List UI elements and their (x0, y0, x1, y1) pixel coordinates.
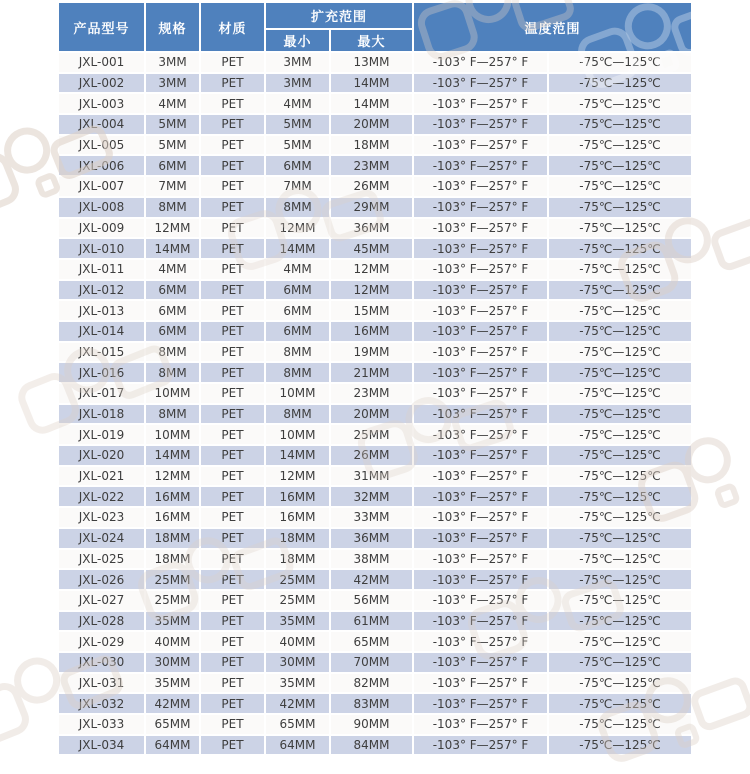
cell-material: PET (200, 114, 265, 135)
cell-max: 84MM (330, 735, 413, 756)
product-spec-table (58, 2, 692, 755)
cell-material: PET (200, 424, 265, 445)
cell-max: 42MM (330, 569, 413, 590)
cell-temp-celsius: -75℃—125℃ (548, 673, 692, 694)
cell-max: 32MM (330, 486, 413, 507)
table-row (58, 238, 692, 259)
cell-product-model: JXL-025 (58, 549, 145, 570)
cell-max: 31MM (330, 466, 413, 487)
cell-temp-fahrenheit: -103° F—257° F (413, 93, 548, 114)
table-body (58, 52, 692, 755)
cell-spec: 4MM (145, 93, 200, 114)
cell-min: 10MM (265, 424, 330, 445)
cell-temp-fahrenheit: -103° F—257° F (413, 424, 548, 445)
cell-material: PET (200, 507, 265, 528)
cell-min: 7MM (265, 176, 330, 197)
cell-min: 18MM (265, 528, 330, 549)
cell-max: 90MM (330, 714, 413, 735)
table-row (58, 507, 692, 528)
table-row (58, 424, 692, 445)
cell-material: PET (200, 549, 265, 570)
cell-temp-celsius: -75℃—125℃ (548, 631, 692, 652)
cell-max: 56MM (330, 590, 413, 611)
cell-product-model: JXL-017 (58, 383, 145, 404)
table-row (58, 93, 692, 114)
table-row (58, 155, 692, 176)
cell-material: PET (200, 486, 265, 507)
cell-max: 23MM (330, 383, 413, 404)
table-row (58, 673, 692, 694)
cell-temp-celsius: -75℃—125℃ (548, 590, 692, 611)
cell-spec: 35MM (145, 673, 200, 694)
cell-temp-celsius: -75℃—125℃ (548, 652, 692, 673)
table-row (58, 342, 692, 363)
cell-product-model: JXL-023 (58, 507, 145, 528)
cell-material: PET (200, 135, 265, 156)
cell-temp-celsius: -75℃—125℃ (548, 155, 692, 176)
cell-spec: 8MM (145, 197, 200, 218)
cell-spec: 30MM (145, 652, 200, 673)
cell-product-model: JXL-030 (58, 652, 145, 673)
cell-spec: 18MM (145, 549, 200, 570)
cell-max: 15MM (330, 300, 413, 321)
cell-spec: 4MM (145, 259, 200, 280)
cell-spec: 16MM (145, 486, 200, 507)
cell-product-model: JXL-019 (58, 424, 145, 445)
cell-spec: 14MM (145, 445, 200, 466)
cell-max: 29MM (330, 197, 413, 218)
cell-spec: 42MM (145, 693, 200, 714)
cell-min: 16MM (265, 507, 330, 528)
cell-spec: 6MM (145, 280, 200, 301)
cell-temp-fahrenheit: -103° F—257° F (413, 218, 548, 239)
cell-temp-fahrenheit: -103° F—257° F (413, 549, 548, 570)
cell-product-model: JXL-013 (58, 300, 145, 321)
cell-max: 83MM (330, 693, 413, 714)
cell-material: PET (200, 611, 265, 632)
cell-product-model: JXL-015 (58, 342, 145, 363)
table-header (58, 2, 692, 52)
cell-temp-celsius: -75℃—125℃ (548, 114, 692, 135)
table-row (58, 197, 692, 218)
cell-temp-celsius: -75℃—125℃ (548, 197, 692, 218)
cell-material: PET (200, 673, 265, 694)
cell-product-model: JXL-001 (58, 52, 145, 73)
cell-product-model: JXL-016 (58, 362, 145, 383)
cell-max: 25MM (330, 424, 413, 445)
cell-temp-fahrenheit: -103° F—257° F (413, 155, 548, 176)
cell-material: PET (200, 73, 265, 94)
cell-temp-fahrenheit: -103° F—257° F (413, 445, 548, 466)
cell-temp-fahrenheit: -103° F—257° F (413, 507, 548, 528)
cell-spec: 40MM (145, 631, 200, 652)
cell-min: 12MM (265, 466, 330, 487)
cell-temp-celsius: -75℃—125℃ (548, 321, 692, 342)
cell-temp-celsius: -75℃—125℃ (548, 342, 692, 363)
cell-temp-fahrenheit: -103° F—257° F (413, 176, 548, 197)
cell-max: 20MM (330, 404, 413, 425)
cell-temp-fahrenheit: -103° F—257° F (413, 404, 548, 425)
cell-material: PET (200, 218, 265, 239)
cell-product-model: JXL-004 (58, 114, 145, 135)
cell-min: 5MM (265, 114, 330, 135)
cell-product-model: JXL-011 (58, 259, 145, 280)
cell-product-model: JXL-010 (58, 238, 145, 259)
cell-product-model: JXL-003 (58, 93, 145, 114)
cell-min: 6MM (265, 155, 330, 176)
cell-material: PET (200, 197, 265, 218)
cell-temp-fahrenheit: -103° F—257° F (413, 197, 548, 218)
cell-material: PET (200, 238, 265, 259)
cell-temp-fahrenheit: -103° F—257° F (413, 362, 548, 383)
table-row (58, 52, 692, 73)
table-row (58, 135, 692, 156)
cell-product-model: JXL-033 (58, 714, 145, 735)
table-row (58, 693, 692, 714)
cell-temp-fahrenheit: -103° F—257° F (413, 466, 548, 487)
cell-temp-celsius: -75℃—125℃ (548, 714, 692, 735)
cell-material: PET (200, 631, 265, 652)
cell-min: 35MM (265, 611, 330, 632)
table-row (58, 466, 692, 487)
cell-min: 14MM (265, 445, 330, 466)
table-row (58, 486, 692, 507)
cell-max: 36MM (330, 528, 413, 549)
cell-material: PET (200, 176, 265, 197)
table-row (58, 714, 692, 735)
cell-temp-celsius: -75℃—125℃ (548, 218, 692, 239)
cell-temp-fahrenheit: -103° F—257° F (413, 383, 548, 404)
cell-material: PET (200, 652, 265, 673)
cell-max: 36MM (330, 218, 413, 239)
cell-min: 40MM (265, 631, 330, 652)
table-row (58, 652, 692, 673)
cell-product-model: JXL-024 (58, 528, 145, 549)
cell-spec: 35MM (145, 611, 200, 632)
cell-material: PET (200, 93, 265, 114)
header-min: 最小 (265, 29, 330, 52)
cell-temp-celsius: -75℃—125℃ (548, 238, 692, 259)
cell-spec: 65MM (145, 714, 200, 735)
cell-spec: 14MM (145, 238, 200, 259)
cell-temp-fahrenheit: -103° F—257° F (413, 735, 548, 756)
cell-temp-fahrenheit: -103° F—257° F (413, 342, 548, 363)
cell-product-model: JXL-008 (58, 197, 145, 218)
cell-spec: 12MM (145, 466, 200, 487)
cell-material: PET (200, 259, 265, 280)
cell-max: 45MM (330, 238, 413, 259)
cell-material: PET (200, 342, 265, 363)
cell-temp-fahrenheit: -103° F—257° F (413, 238, 548, 259)
cell-temp-fahrenheit: -103° F—257° F (413, 321, 548, 342)
cell-max: 13MM (330, 52, 413, 73)
cell-max: 18MM (330, 135, 413, 156)
table-row (58, 549, 692, 570)
cell-material: PET (200, 569, 265, 590)
cell-product-model: JXL-029 (58, 631, 145, 652)
cell-temp-fahrenheit: -103° F—257° F (413, 693, 548, 714)
header-product-model: 产品型号 (58, 2, 145, 52)
cell-min: 12MM (265, 218, 330, 239)
cell-min: 30MM (265, 652, 330, 673)
cell-spec: 5MM (145, 114, 200, 135)
cell-min: 4MM (265, 259, 330, 280)
cell-max: 19MM (330, 342, 413, 363)
cell-max: 16MM (330, 321, 413, 342)
cell-temp-celsius: -75℃—125℃ (548, 73, 692, 94)
table-row (58, 611, 692, 632)
cell-min: 35MM (265, 673, 330, 694)
cell-product-model: JXL-031 (58, 673, 145, 694)
cell-product-model: JXL-002 (58, 73, 145, 94)
cell-spec: 3MM (145, 52, 200, 73)
cell-temp-celsius: -75℃—125℃ (548, 176, 692, 197)
cell-temp-fahrenheit: -103° F—257° F (413, 590, 548, 611)
cell-max: 26MM (330, 176, 413, 197)
cell-spec: 25MM (145, 590, 200, 611)
cell-spec: 12MM (145, 218, 200, 239)
cell-temp-celsius: -75℃—125℃ (548, 569, 692, 590)
cell-min: 18MM (265, 549, 330, 570)
cell-product-model: JXL-005 (58, 135, 145, 156)
cell-temp-celsius: -75℃—125℃ (548, 362, 692, 383)
cell-material: PET (200, 714, 265, 735)
cell-temp-celsius: -75℃—125℃ (548, 507, 692, 528)
cell-temp-celsius: -75℃—125℃ (548, 549, 692, 570)
cell-product-model: JXL-021 (58, 466, 145, 487)
cell-product-model: JXL-020 (58, 445, 145, 466)
table-row (58, 590, 692, 611)
cell-temp-celsius: -75℃—125℃ (548, 404, 692, 425)
cell-min: 10MM (265, 383, 330, 404)
table-row (58, 176, 692, 197)
cell-min: 8MM (265, 362, 330, 383)
cell-spec: 18MM (145, 528, 200, 549)
cell-temp-fahrenheit: -103° F—257° F (413, 259, 548, 280)
cell-temp-fahrenheit: -103° F—257° F (413, 569, 548, 590)
cell-product-model: JXL-007 (58, 176, 145, 197)
cell-min: 42MM (265, 693, 330, 714)
cell-material: PET (200, 693, 265, 714)
cell-product-model: JXL-026 (58, 569, 145, 590)
cell-temp-celsius: -75℃—125℃ (548, 300, 692, 321)
cell-product-model: JXL-034 (58, 735, 145, 756)
table-row (58, 362, 692, 383)
table-row (58, 445, 692, 466)
cell-min: 8MM (265, 342, 330, 363)
cell-spec: 8MM (145, 404, 200, 425)
cell-material: PET (200, 590, 265, 611)
cell-material: PET (200, 383, 265, 404)
cell-temp-celsius: -75℃—125℃ (548, 259, 692, 280)
cell-material: PET (200, 445, 265, 466)
cell-product-model: JXL-028 (58, 611, 145, 632)
cell-temp-celsius: -75℃—125℃ (548, 383, 692, 404)
cell-temp-celsius: -75℃—125℃ (548, 486, 692, 507)
cell-temp-fahrenheit: -103° F—257° F (413, 631, 548, 652)
cell-max: 33MM (330, 507, 413, 528)
cell-max: 21MM (330, 362, 413, 383)
cell-temp-celsius: -75℃—125℃ (548, 93, 692, 114)
cell-min: 25MM (265, 590, 330, 611)
cell-product-model: JXL-009 (58, 218, 145, 239)
cell-temp-celsius: -75℃—125℃ (548, 135, 692, 156)
cell-max: 65MM (330, 631, 413, 652)
cell-max: 38MM (330, 549, 413, 570)
table-row (58, 404, 692, 425)
cell-max: 70MM (330, 652, 413, 673)
cell-min: 64MM (265, 735, 330, 756)
cell-material: PET (200, 321, 265, 342)
cell-temp-fahrenheit: -103° F—257° F (413, 300, 548, 321)
cell-temp-fahrenheit: -103° F—257° F (413, 280, 548, 301)
table-row (58, 631, 692, 652)
cell-temp-celsius: -75℃—125℃ (548, 280, 692, 301)
cell-material: PET (200, 466, 265, 487)
header-max: 最大 (330, 29, 413, 52)
cell-min: 65MM (265, 714, 330, 735)
cell-spec: 7MM (145, 176, 200, 197)
cell-spec: 6MM (145, 300, 200, 321)
table-row (58, 259, 692, 280)
cell-temp-fahrenheit: -103° F—257° F (413, 114, 548, 135)
cell-material: PET (200, 362, 265, 383)
cell-material: PET (200, 300, 265, 321)
cell-max: 26MM (330, 445, 413, 466)
cell-min: 3MM (265, 73, 330, 94)
cell-temp-celsius: -75℃—125℃ (548, 52, 692, 73)
cell-temp-fahrenheit: -103° F—257° F (413, 673, 548, 694)
cell-product-model: JXL-006 (58, 155, 145, 176)
cell-temp-fahrenheit: -103° F—257° F (413, 611, 548, 632)
cell-temp-fahrenheit: -103° F—257° F (413, 652, 548, 673)
table-row (58, 321, 692, 342)
table-row (58, 280, 692, 301)
cell-max: 12MM (330, 259, 413, 280)
cell-product-model: JXL-027 (58, 590, 145, 611)
cell-max: 20MM (330, 114, 413, 135)
cell-spec: 8MM (145, 342, 200, 363)
cell-temp-fahrenheit: -103° F—257° F (413, 714, 548, 735)
cell-material: PET (200, 52, 265, 73)
table-row (58, 218, 692, 239)
header-temperature-range: 温度范围 (413, 2, 692, 52)
cell-spec: 10MM (145, 383, 200, 404)
table-row (58, 114, 692, 135)
table-row (58, 300, 692, 321)
cell-temp-fahrenheit: -103° F—257° F (413, 528, 548, 549)
cell-spec: 5MM (145, 135, 200, 156)
cell-temp-celsius: -75℃—125℃ (548, 424, 692, 445)
cell-min: 6MM (265, 300, 330, 321)
cell-temp-celsius: -75℃—125℃ (548, 611, 692, 632)
cell-max: 23MM (330, 155, 413, 176)
cell-spec: 10MM (145, 424, 200, 445)
cell-spec: 64MM (145, 735, 200, 756)
table-row (58, 383, 692, 404)
cell-temp-celsius: -75℃—125℃ (548, 735, 692, 756)
header-spec: 规格 (145, 2, 200, 52)
cell-temp-celsius: -75℃—125℃ (548, 693, 692, 714)
cell-min: 8MM (265, 197, 330, 218)
cell-max: 82MM (330, 673, 413, 694)
cell-min: 25MM (265, 569, 330, 590)
table-row (58, 73, 692, 94)
cell-material: PET (200, 155, 265, 176)
cell-spec: 6MM (145, 321, 200, 342)
cell-min: 3MM (265, 52, 330, 73)
cell-min: 4MM (265, 93, 330, 114)
table-row (58, 569, 692, 590)
cell-temp-celsius: -75℃—125℃ (548, 528, 692, 549)
cell-max: 12MM (330, 280, 413, 301)
cell-min: 8MM (265, 404, 330, 425)
cell-temp-fahrenheit: -103° F—257° F (413, 486, 548, 507)
cell-min: 6MM (265, 280, 330, 301)
cell-spec: 3MM (145, 73, 200, 94)
table-row (58, 735, 692, 756)
cell-temp-fahrenheit: -103° F—257° F (413, 52, 548, 73)
cell-max: 61MM (330, 611, 413, 632)
cell-min: 16MM (265, 486, 330, 507)
cell-temp-celsius: -75℃—125℃ (548, 466, 692, 487)
cell-max: 14MM (330, 93, 413, 114)
table-row (58, 528, 692, 549)
cell-product-model: JXL-032 (58, 693, 145, 714)
cell-temp-celsius: -75℃—125℃ (548, 445, 692, 466)
cell-min: 14MM (265, 238, 330, 259)
cell-material: PET (200, 735, 265, 756)
cell-temp-fahrenheit: -103° F—257° F (413, 135, 548, 156)
cell-product-model: JXL-018 (58, 404, 145, 425)
cell-material: PET (200, 404, 265, 425)
cell-spec: 6MM (145, 155, 200, 176)
cell-spec: 16MM (145, 507, 200, 528)
cell-product-model: JXL-014 (58, 321, 145, 342)
cell-material: PET (200, 528, 265, 549)
cell-max: 14MM (330, 73, 413, 94)
cell-spec: 25MM (145, 569, 200, 590)
cell-min: 6MM (265, 321, 330, 342)
cell-temp-fahrenheit: -103° F—257° F (413, 73, 548, 94)
cell-material: PET (200, 280, 265, 301)
cell-product-model: JXL-012 (58, 280, 145, 301)
cell-spec: 8MM (145, 362, 200, 383)
cell-product-model: JXL-022 (58, 486, 145, 507)
cell-min: 5MM (265, 135, 330, 156)
header-material: 材质 (200, 2, 265, 52)
header-expansion-range: 扩充范围 (265, 2, 413, 29)
